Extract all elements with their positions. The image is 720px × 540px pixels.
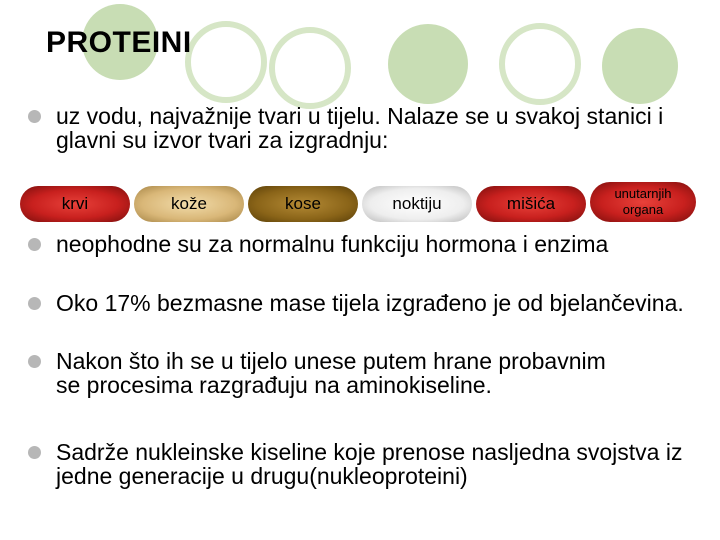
chip-misica <box>476 186 586 222</box>
chip-label: kože <box>171 194 207 213</box>
chip-label: kose <box>285 194 321 213</box>
chip-label: mišića <box>506 194 556 213</box>
chip-label: unutarnjih organa <box>614 186 672 217</box>
decorative-circle <box>188 24 264 100</box>
bullet-dot <box>28 110 41 123</box>
bullet-dot <box>28 446 41 459</box>
chip-unutarnjih-organa <box>590 182 696 222</box>
decorative-circle <box>502 26 578 102</box>
chip-label: krvi <box>61 194 89 213</box>
bullet-dot <box>28 238 41 251</box>
chip-koze <box>134 186 244 222</box>
decorative-circle <box>602 28 678 104</box>
decorative-circle <box>388 24 468 104</box>
chip-label: noktiju <box>392 194 442 213</box>
bullet-text-2: Oko 17% bezmasne mase tijela izgrađeno je od bjelančevina. <box>56 290 684 316</box>
decorative-circle <box>272 30 348 106</box>
chip-noktiju <box>362 186 472 222</box>
intro-text: uz vodu, najvažnije tvari u tijelu. Nalaze se u svakoj stanici i glavni su izvor tvari za izgradnju: <box>56 103 664 153</box>
bullet-dot <box>28 355 41 368</box>
bullet-text-4: Sadrže nukleinske kiseline koje prenose nasljedna svojstva iz jedne generacije u drugu(nukleoproteini) <box>56 439 683 489</box>
bullet-text-1: neophodne su za normalnu funkciju hormona i enzima <box>56 231 609 257</box>
chip-krvi <box>20 186 130 222</box>
slide-title: PROTEINI <box>46 26 192 59</box>
bullet-text-3: Nakon što ih se u tijelo unese putem hrane probavnim se procesima razgrađuju na aminokiseline. <box>56 348 606 398</box>
bullet-dot <box>28 297 41 310</box>
chip-kose <box>248 186 358 222</box>
